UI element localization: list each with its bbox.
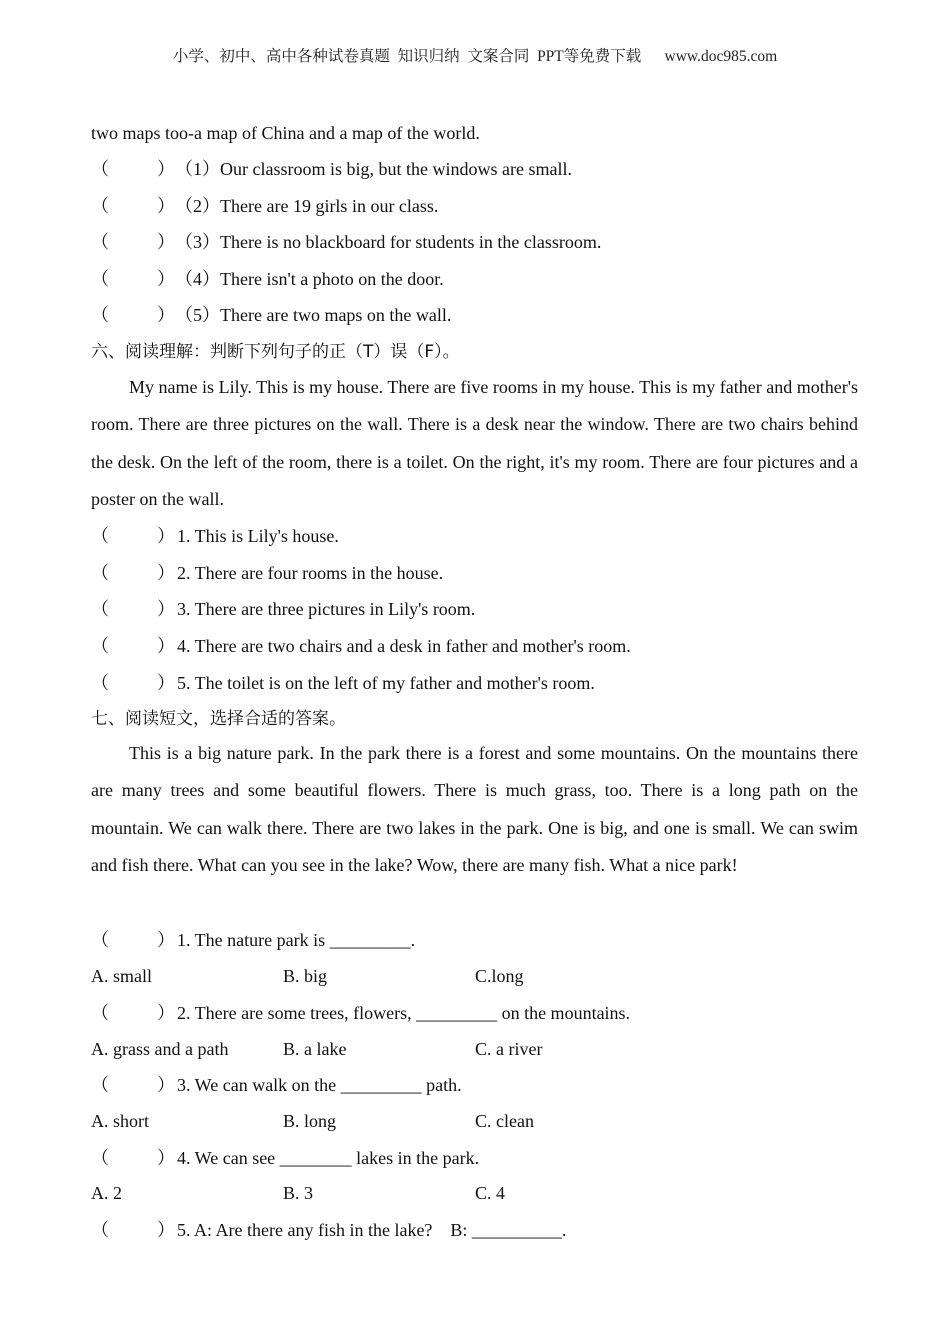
- question-text: （2）There are 19 girls in our class.: [175, 196, 439, 216]
- passage-continuation: two maps too-a map of China and a map of the world.: [91, 123, 480, 143]
- option-b: B. big: [283, 966, 328, 986]
- question-text: 1. The nature park is _________.: [177, 930, 416, 950]
- answer-paren-open: （: [91, 269, 109, 289]
- answer-paren-close: ）: [157, 232, 175, 252]
- option-a: A. small: [91, 966, 152, 986]
- option-a: A. grass and a path: [91, 1039, 229, 1059]
- answer-paren-close: ）: [157, 930, 175, 950]
- answer-paren-close: ）: [157, 673, 175, 693]
- answer-paren-close: ）: [157, 636, 175, 656]
- answer-paren-open: （: [91, 599, 109, 619]
- answer-paren-close: ）: [157, 1148, 175, 1168]
- answer-paren-close: ）: [157, 526, 175, 546]
- option-b: B. 3: [283, 1183, 314, 1203]
- answer-paren-open: （: [91, 1003, 109, 1023]
- answer-paren-close: ）: [157, 563, 175, 583]
- answer-paren-close: ）: [157, 599, 175, 619]
- question-text: （1）Our classroom is big, but the windows are small.: [175, 159, 572, 179]
- answer-paren-open: （: [91, 526, 109, 546]
- answer-paren-close: ）: [157, 196, 175, 216]
- question-text: 2. There are some trees, flowers, _________ on the mountains.: [177, 1003, 631, 1023]
- section-title: 六、阅读理解：判断下列句子的正（T）误（F）。: [91, 342, 460, 362]
- question-text: （4）There isn't a photo on the door.: [175, 269, 444, 289]
- answer-paren-open: （: [91, 1075, 109, 1095]
- option-b: B. a lake: [283, 1039, 347, 1059]
- option-b: B. long: [283, 1111, 337, 1131]
- answer-paren-open: （: [91, 232, 109, 252]
- question-text: 3. We can walk on the _________ path.: [177, 1075, 462, 1095]
- question-text: 1. This is Lily's house.: [177, 526, 339, 546]
- answer-paren-open: （: [91, 159, 109, 179]
- reading-passage: This is a big nature park. In the park there is a forest and some mountains. On the mountains there are many trees and some beautiful flowers. There is much grass, too. There is a long path on the mountain. We can walk there. There are two lakes in the park. One is big, and one is small. We can swim and fish there. What can you see in the lake? Wow, there are many fish. What a nice park!: [91, 743, 858, 875]
- option-a: A. short: [91, 1111, 149, 1131]
- answer-paren-open: （: [91, 563, 109, 583]
- option-c: C.long: [475, 966, 524, 986]
- question-text: （5）There are two maps on the wall.: [175, 305, 452, 325]
- answer-paren-open: （: [91, 305, 109, 325]
- section-title: 七、阅读短文，选择合适的答案。: [91, 709, 346, 729]
- reading-passage: My name is Lily. This is my house. There are five rooms in my house. This is my father and mother's room. There are three pictures on the wall. There is a desk near the window. There are two chairs behind the desk. On the left of the room, there is a toilet. On the right, it's my room. There are four pictures and a poster on the wall.: [91, 377, 858, 509]
- question-text: 4. We can see ________ lakes in the park.: [177, 1148, 480, 1168]
- answer-paren-close: ）: [157, 1075, 175, 1095]
- option-a: A. 2: [91, 1183, 122, 1203]
- option-c: C. clean: [475, 1111, 534, 1131]
- answer-paren-open: （: [91, 1220, 109, 1240]
- question-text: 5. A: Are there any fish in the lake? B: __________.: [177, 1220, 567, 1240]
- answer-paren-close: ）: [157, 159, 175, 179]
- question-text: 2. There are four rooms in the house.: [177, 563, 444, 583]
- answer-paren-open: （: [91, 196, 109, 216]
- answer-paren-close: ）: [157, 269, 175, 289]
- question-text: 5. The toilet is on the left of my father and mother's room.: [177, 673, 595, 693]
- answer-paren-open: （: [91, 930, 109, 950]
- question-text: （3）There is no blackboard for students in the classroom.: [175, 232, 602, 252]
- question-text: 3. There are three pictures in Lily's room.: [177, 599, 476, 619]
- answer-paren-close: ）: [157, 1003, 175, 1023]
- option-c: C. a river: [475, 1039, 543, 1059]
- answer-paren-close: ）: [157, 1220, 175, 1240]
- answer-paren-open: （: [91, 673, 109, 693]
- page-header: 小学、初中、高中各种试卷真题 知识归纳 文案合同 PPT等免费下载 www.doc985.com: [172, 48, 778, 65]
- option-c: C. 4: [475, 1183, 506, 1203]
- answer-paren-close: ）: [157, 305, 175, 325]
- question-text: 4. There are two chairs and a desk in father and mother's room.: [177, 636, 631, 656]
- answer-paren-open: （: [91, 636, 109, 656]
- answer-paren-open: （: [91, 1148, 109, 1168]
